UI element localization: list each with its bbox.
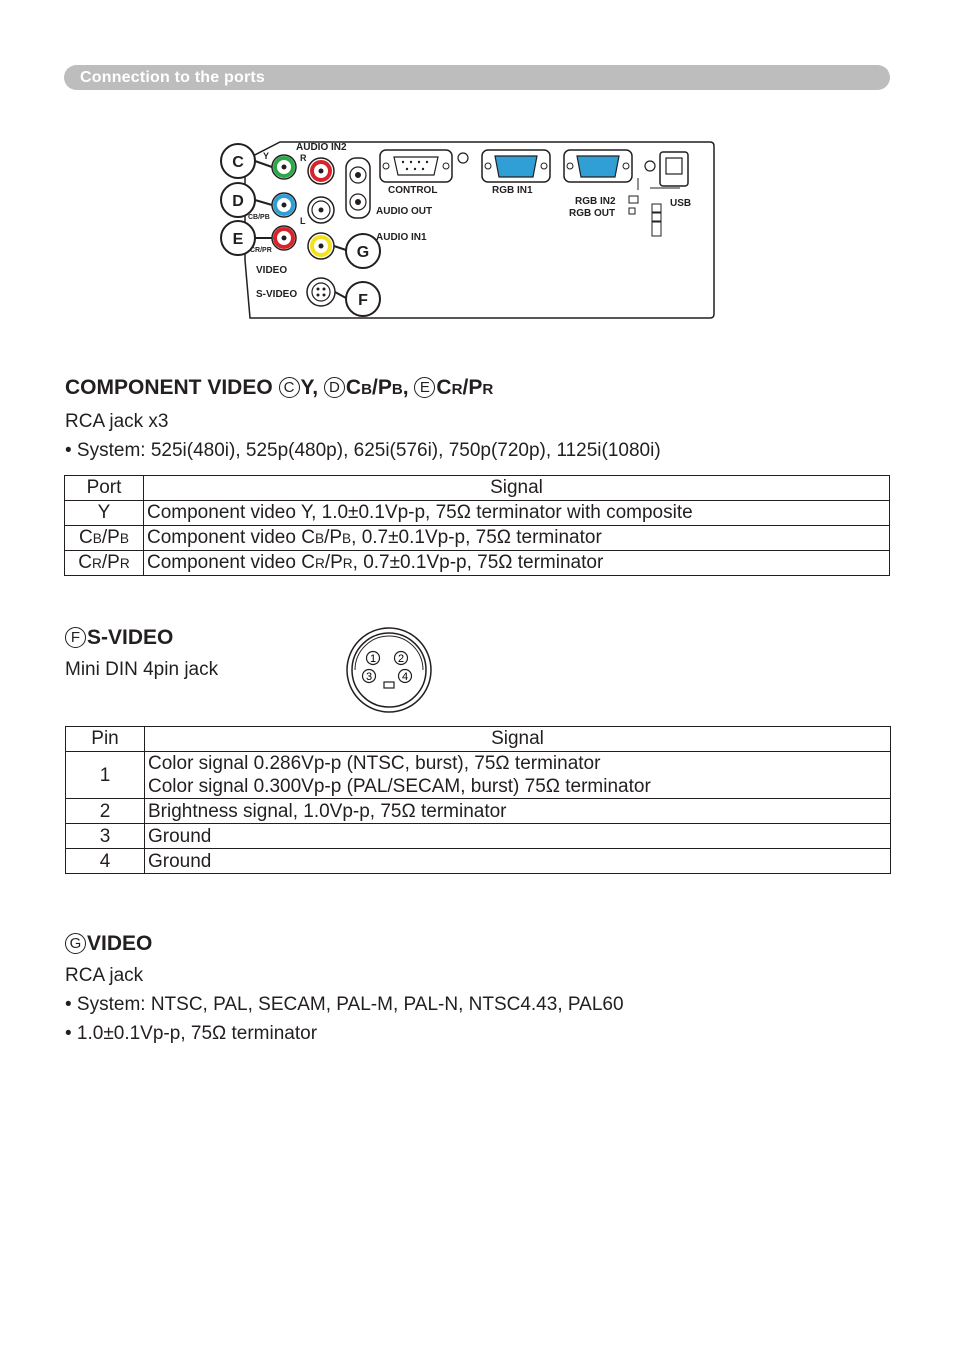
signal-cell: Ground xyxy=(145,849,891,874)
callout-d xyxy=(221,183,272,217)
label-cr-pr: CR/PR xyxy=(250,247,272,254)
pin-label: 4 xyxy=(401,671,409,683)
pin-label: 2 xyxy=(397,653,405,665)
callout-d-inline: D xyxy=(324,377,345,398)
header-signal: Signal xyxy=(145,727,891,752)
pin-label: 1 xyxy=(369,653,377,665)
pin-label: 3 xyxy=(365,671,373,683)
callout-c xyxy=(221,144,272,178)
table-header-row xyxy=(65,476,890,501)
port-cell: Y xyxy=(65,501,144,526)
label-r: R xyxy=(300,153,307,163)
svg-text:F: F xyxy=(358,292,368,309)
pin-cell: 3 xyxy=(66,824,145,849)
pin-cell: 4 xyxy=(66,849,145,874)
callout-f-inline: F xyxy=(65,627,86,648)
label-y: Y xyxy=(263,151,270,161)
label-control: CONTROL xyxy=(388,185,438,196)
section-header xyxy=(64,65,890,90)
cb-jack xyxy=(272,193,296,217)
audio-in2-l-jack xyxy=(308,197,334,223)
svg-text:D: D xyxy=(232,193,244,210)
port-cell: CR/PR xyxy=(65,551,144,576)
table-row xyxy=(66,849,891,874)
callout-e-inline: E xyxy=(414,377,435,398)
label-rgb-out: RGB OUT xyxy=(569,208,616,219)
s-video-jack-text: Mini DIN 4pin jack xyxy=(65,659,219,680)
label-rgb-in1: RGB IN1 xyxy=(492,185,533,196)
pin-cell: 1 xyxy=(66,752,145,799)
rgb-in2-port xyxy=(564,150,632,182)
port-cell: CB/PB xyxy=(65,526,144,551)
audio-out-jack xyxy=(346,158,370,218)
table-row xyxy=(65,551,890,576)
section-header-title: Connection to the ports xyxy=(80,69,266,86)
video-jack-text: RCA jack xyxy=(65,965,144,986)
label-cb-pb: CB/PB xyxy=(248,214,270,221)
component-jack: RCA jack x3 xyxy=(65,411,169,432)
ports-diagram xyxy=(210,130,720,325)
table-header-row xyxy=(66,727,891,752)
label-usb: USB xyxy=(670,198,692,209)
rgb-in1-port xyxy=(482,150,550,182)
table-row xyxy=(65,526,890,551)
usb-port xyxy=(660,152,688,186)
label-audio-in1: AUDIO IN1 xyxy=(376,232,427,243)
header-port: Port xyxy=(65,476,144,501)
svg-text:C: C xyxy=(232,154,244,171)
table-row xyxy=(66,824,891,849)
mini-din-diagram xyxy=(345,626,433,714)
s-video-jack xyxy=(307,278,335,306)
pin-cell: 2 xyxy=(66,799,145,824)
video-system: • System: NTSC, PAL, SECAM, PAL-M, PAL-N, NTSC4.43, PAL60 xyxy=(65,994,624,1015)
audio-in2-r-jack xyxy=(308,158,334,184)
video-spec: • 1.0±0.1Vp-p, 75Ω terminator xyxy=(65,1023,318,1044)
signal-cell: Brightness signal, 1.0Vp-p, 75Ω terminator xyxy=(145,799,891,824)
component-system: • System: 525i(480i), 525p(480p), 625i(576i), 750p(720p), 1125i(1080i) xyxy=(65,440,661,461)
label-audio-in2: AUDIO IN2 xyxy=(296,142,347,153)
callout-c-inline: C xyxy=(279,377,300,398)
label-video: VIDEO xyxy=(256,265,288,276)
y-jack xyxy=(272,155,296,179)
video-jack xyxy=(308,233,334,259)
label-l: L xyxy=(300,216,306,226)
callout-g xyxy=(334,234,380,268)
signal-cell: Component video CB/PB, 0.7±0.1Vp-p, 75Ω terminator xyxy=(144,526,890,551)
signal-cell: Component video Y, 1.0±0.1Vp-p, 75Ω terminator with composite xyxy=(144,501,890,526)
table-row xyxy=(66,752,891,799)
table-row xyxy=(65,501,890,526)
signal-cell: Color signal 0.286Vp-p (NTSC, burst), 75Ω terminator Color signal 0.300Vp-p (PAL/SECAM, burst) 75Ω terminator xyxy=(145,752,891,799)
video-heading: G VIDEO xyxy=(65,932,152,956)
table-row xyxy=(66,799,891,824)
label-rgb-in2: RGB IN2 xyxy=(575,196,616,207)
svg-text:E: E xyxy=(232,231,244,248)
s-video-table xyxy=(65,726,891,874)
label-audio-out: AUDIO OUT xyxy=(376,206,433,217)
svg-text:G: G xyxy=(356,244,370,261)
header-signal: Signal xyxy=(144,476,890,501)
control-port xyxy=(380,150,452,182)
cr-jack xyxy=(272,226,296,250)
s-video-heading: F S-VIDEO xyxy=(65,626,173,650)
signal-cell: Component video CR/PR, 0.7±0.1Vp-p, 75Ω terminator xyxy=(144,551,890,576)
header-pin: Pin xyxy=(66,727,145,752)
component-video-heading: COMPONENT VIDEO C Y, D CB/PB, E CR/PR xyxy=(65,376,494,399)
callout-g-inline: G xyxy=(65,933,86,954)
label-s-video: S-VIDEO xyxy=(256,289,298,300)
callout-f xyxy=(335,282,380,316)
component-table xyxy=(64,475,890,576)
signal-cell: Ground xyxy=(145,824,891,849)
